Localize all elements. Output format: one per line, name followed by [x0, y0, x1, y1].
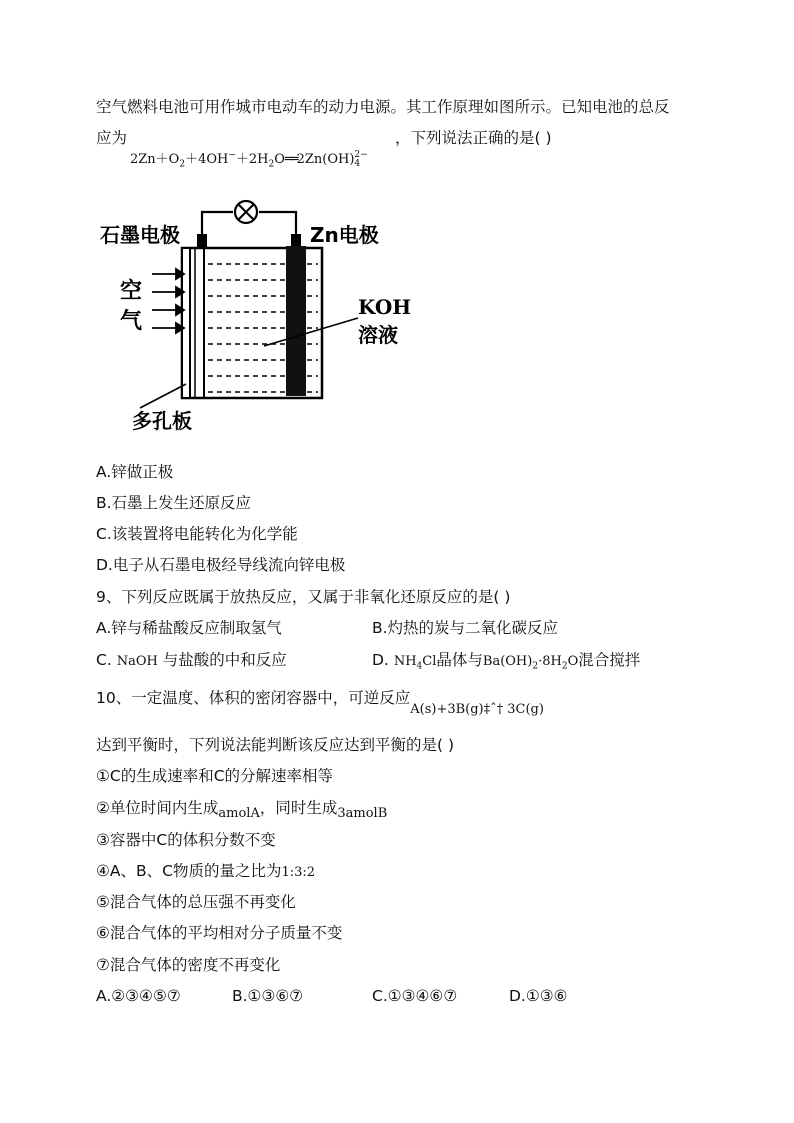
q9-option-c[interactable]: C. NaOH 与盐酸的中和反应	[96, 651, 287, 669]
air-label-1: 空	[120, 279, 143, 304]
q9-option-d[interactable]: D. $NH_4Cl$晶体与$Ba(OH)_2\cdot 8H_2O$混合搅拌	[372, 651, 641, 672]
q8-stem-line1: 空气燃料电池可用作城市电动车的动力电源。其工作原理如图所示。已知电池的总反	[96, 98, 670, 116]
q10-stem-line1: 10、一定温度、体积的密闭容器中，可逆反应$_{A(s)+3B(g)\ddagger ˆ\dagger 3C(g)}$	[96, 689, 544, 717]
air-label-2: 气	[120, 309, 143, 334]
q8-option-c[interactable]: C.该装置将电能转化为化学能	[96, 525, 298, 543]
q9-option-a[interactable]: A.锌与稀盐酸反应制取氢气	[96, 619, 282, 637]
q8-option-d[interactable]: D.电子从石墨电极经导线流向锌电极	[96, 556, 346, 574]
q10-item-1: ①C的生成速率和C的分解速率相等	[96, 767, 334, 785]
q8-total-reaction-formula: $2Zn+O_2+4OH^-+2H_2O══2Zn(OH)$ 2− 4	[130, 149, 368, 170]
q10-option-d[interactable]: D.①③⑥	[509, 987, 568, 1005]
q10-item-5: ⑤混合气体的总压强不再变化	[96, 893, 296, 911]
q10-option-a[interactable]: A.②③④⑤⑦	[96, 987, 181, 1005]
q10-reaction-formula: A(s)+3B(g)‡ˆ† 3C(g)	[410, 702, 544, 717]
q8-option-a[interactable]: A.锌做正极	[96, 463, 174, 481]
q10-option-b[interactable]: B.①③⑥⑦	[232, 987, 304, 1005]
air-arrows-icon	[152, 269, 184, 333]
q9-option-b[interactable]: B.灼热的炭与二氧化碳反应	[372, 619, 559, 637]
q8-stem-suffix: ，下列说法正确的是( )	[395, 129, 552, 147]
bulb-icon	[235, 201, 257, 223]
q10-option-c[interactable]: C.①③④⑥⑦	[372, 987, 458, 1005]
porous-plate	[182, 248, 190, 398]
q10-item-7: ⑦混合气体的密度不再变化	[96, 956, 281, 974]
q10-stem-line2: 达到平衡时，下列说法能判断该反应达到平衡的是( )	[96, 736, 455, 754]
porous-plate-label: 多孔板	[132, 409, 192, 433]
q8-option-b[interactable]: B.石墨上发生还原反应	[96, 494, 252, 512]
koh-label: KOH	[358, 295, 412, 319]
q10-item-6: ⑥混合气体的平均相对分子质量不变	[96, 924, 343, 942]
graphite-electrode-label: 石墨电极	[100, 223, 180, 247]
zn-electrode-label: Zn电极	[310, 223, 379, 247]
q10-item-3: ③容器中C的体积分数不变	[96, 831, 276, 849]
q8-stem-prefix: 应为	[96, 129, 128, 147]
battery-diagram	[96, 198, 436, 438]
q9-stem: 9、下列反应既属于放热反应，又属于非氧化还原反应的是( )	[96, 588, 511, 606]
solution-label: 溶液	[358, 323, 398, 347]
q10-item-4: ④A、B、C物质的量之比为1:3:2	[96, 862, 316, 880]
q8-stem-line2	[96, 128, 552, 148]
zn-electrode	[286, 246, 306, 396]
q10-item-2: ②单位时间内生成$_{amolA}$，同时生成$_{3amolB}$	[96, 799, 388, 821]
